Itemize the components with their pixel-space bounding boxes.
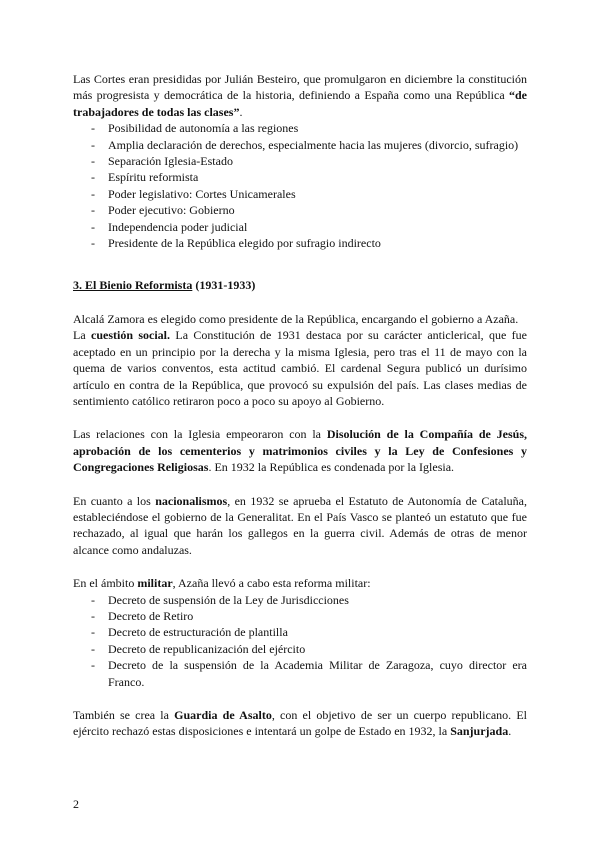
list-item: - Poder legislativo: Cortes Unicamerales bbox=[73, 186, 527, 202]
intro-paragraph bbox=[73, 71, 527, 120]
bold-term: militar bbox=[137, 576, 173, 591]
text-run: La Constitución de 1931 destaca por su carácter anticlerical, que fue aceptado en un principio por la derecha y la misma Iglesia, pero tras el 11 de mayo con la quema de varios conventos, esta actitud cambió. El cardenal Segura publicó un durísimo artículo en contra de la República, que provocó su expulsión del país. Las clases medias de sentimiento católico retiraron poco a poco su apoyo al Gobierno. bbox=[73, 328, 527, 408]
list-item: - Independencia poder judicial bbox=[73, 219, 527, 235]
page-number: 2 bbox=[73, 797, 79, 811]
section-heading bbox=[73, 277, 527, 293]
asalto-paragraph bbox=[73, 707, 527, 740]
social-paragraph bbox=[73, 327, 527, 409]
text-run: . En 1932 la República es condenada por la Iglesia. bbox=[208, 460, 455, 475]
bold-term: nacionalismos bbox=[155, 493, 228, 508]
text-run: La bbox=[73, 328, 91, 343]
section-heading-underlined: 3. El Bienio Reformista bbox=[73, 278, 193, 293]
text-run: , Azaña llevó a cabo esta reforma militar: bbox=[172, 576, 371, 591]
list-item: - Decreto de estructuración de plantilla bbox=[73, 624, 527, 640]
list-item: - Poder ejecutivo: Gobierno bbox=[73, 202, 527, 218]
iglesia-paragraph bbox=[73, 426, 527, 475]
zamora-paragraph: Alcalá Zamora es elegido como presidente de la República, encargando el gobierno a Azaña. bbox=[73, 311, 519, 326]
list-item: - Decreto de Retiro bbox=[73, 608, 527, 624]
text-run: , con el objetivo de ser un cuerpo republicano. El ejército rechazó estas disposiciones e intentará un golpe de Estado en 1932, la bbox=[73, 708, 527, 739]
text-run: En el ámbito bbox=[73, 576, 138, 591]
nacionalismos-paragraph bbox=[73, 493, 527, 559]
list-item: - Amplia declaración de derechos, especialmente hacia las mujeres (divorcio, sufragio) bbox=[73, 137, 527, 153]
militar-paragraph bbox=[73, 575, 527, 591]
bold-term: Guardia de Asalto bbox=[174, 708, 272, 722]
intro-bold-quote: “de trabajadores de todas las clases” bbox=[73, 88, 527, 119]
text-run: También se crea la bbox=[73, 708, 175, 722]
intro-text: Las Cortes eran presididas por Julián Besteiro, que promulgaron en diciembre la constitución más progresista y democrática de la historia, definiendo a España como una República bbox=[73, 72, 527, 103]
text-run: Las relaciones con la Iglesia empeoraron con la bbox=[73, 427, 327, 442]
bold-term: cuestión social. bbox=[91, 328, 171, 343]
list-item: - Presidente de la República elegido por sufragio indirecto bbox=[73, 235, 527, 251]
text-run: En cuanto a los bbox=[73, 493, 156, 508]
list-item: - Espíritu reformista bbox=[73, 169, 527, 185]
list-item: - Decreto de republicanización del ejército bbox=[73, 641, 527, 657]
section-heading-years: (1931-1933) bbox=[192, 278, 256, 293]
page-content bbox=[73, 71, 527, 740]
constitution-list bbox=[73, 120, 527, 251]
military-list bbox=[73, 592, 527, 690]
bold-term: Disolución de la Compañía de Jesús, aprobación de los cementerios y matrimonios civiles y la Ley de Confesiones y Congregaciones Religiosas bbox=[73, 427, 528, 475]
bold-term: Sanjurjada bbox=[450, 724, 509, 739]
text-run: , en 1932 se aprueba el Estatuto de Autonomía de Cataluña, estableciéndose el gobierno de la Generalitat. En el País Vasco se planteó un estatuto que fue rechazado, al igual que harán los gallegos en la guerra civil. Además de otras de menor alcance como andaluzas. bbox=[73, 493, 528, 557]
intro-text-end: . bbox=[239, 104, 243, 119]
text-run: . bbox=[508, 724, 512, 739]
list-item: - Decreto de suspensión de la Ley de Jurisdicciones bbox=[73, 592, 527, 608]
list-item: - Decreto de la suspensión de la Academia Militar de Zaragoza, cuyo director era Franco. bbox=[73, 657, 527, 690]
list-item: - Posibilidad de autonomía a las regiones bbox=[73, 120, 527, 136]
list-item: - Separación Iglesia-Estado bbox=[73, 153, 527, 169]
